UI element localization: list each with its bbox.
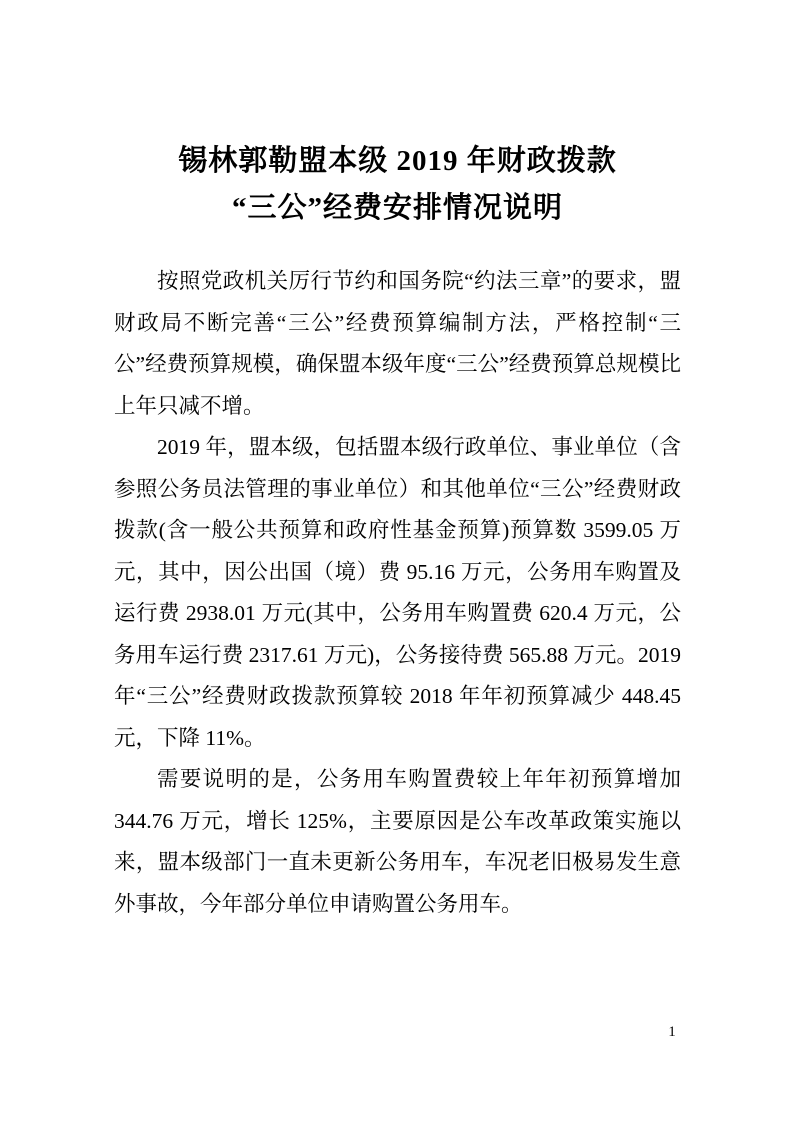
paragraph-explanation: 需要说明的是，公务用车购置费较上年年初预算增加 344.76 万元，增长 125%，主要原因是公车改革政策实施以来，盟本级部门一直未更新公务用车，车况老旧极易发生意外事故，今年部分单位申请购置公务用车。 <box>114 767 681 916</box>
document-title-line2: “三公”经费安排情况说明 <box>231 192 563 224</box>
paragraph-budget-figures: 2019 年，盟本级，包括盟本级行政单位、事业单位（含参照公务员法管理的事业单位）和其他单位“三公”经费财政拨款(含一般公共预算和政府性基金预算)预算数 3599.05 万元，其中，因公出国（境）费 95.16 万元，公务用车购置及运行费 2938.01 万元(其中，公务用车购置费 620.4 万元，公务用车运行费 2317.61 万元)，公务接待费 565.88 万元。2019 年“三公”经费财政拨款预算较 2018 年年初预算减少 448.45 元，下降 11%。 <box>114 435 681 750</box>
document-title-line1: 锡林郭勒盟本级 2019 年财政拨款 <box>178 145 617 177</box>
document-body <box>114 261 681 925</box>
paragraph-overview: 按照党政机关厉行节约和国务院“约法三章”的要求，盟财政局不断完善“三公”经费预算编制方法，严格控制“三公”经费预算规模，确保盟本级年度“三公”经费预算总规模比上年只减不增。 <box>114 269 681 418</box>
page-number: 1 <box>668 1024 676 1040</box>
document-title <box>114 138 681 232</box>
